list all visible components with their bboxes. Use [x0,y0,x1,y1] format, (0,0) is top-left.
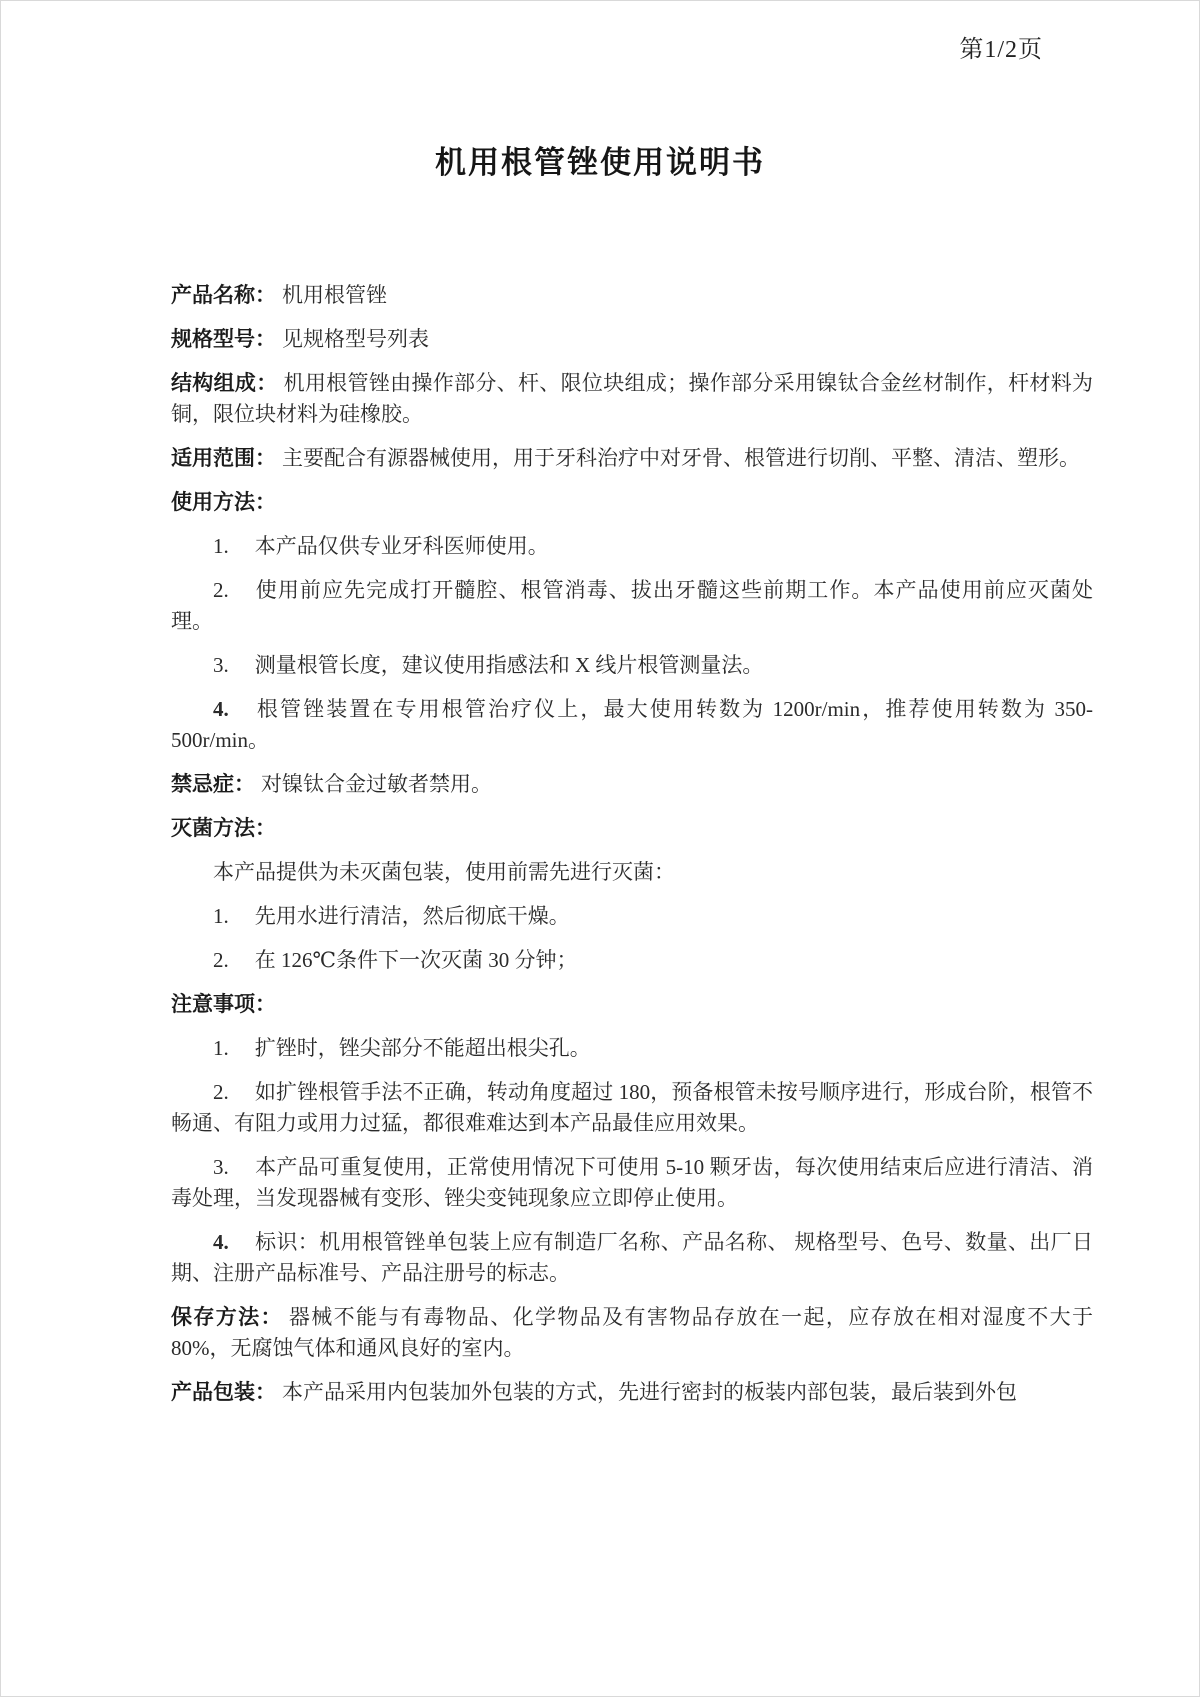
precaution-item-3 [171,1152,1093,1214]
usage-item-4 [171,694,1093,756]
paragraph-text: 先用水进行清洁，然后彻底干燥。 [254,904,570,928]
section-label: 适用范围： [171,446,276,470]
paragraph-text: 本产品采用内包装加外包装的方式，先进行密封的板装内部包装，最后装到外包 [282,1380,1017,1404]
list-item-number: 4. [213,697,229,721]
precaution-item-4 [171,1227,1093,1289]
document-title: 机用根管锉使用说明书 [435,145,765,180]
paragraph-text: 机用根管锉 [282,283,387,307]
page-number: 第1/2页 [959,37,1043,63]
precaution-item-2 [171,1077,1093,1139]
para-product-name [171,280,1093,311]
usage-item-1 [171,531,1093,562]
paragraph-text: 根管锉装置在专用根管治疗仪上，最大使用转数为 1200r/min，推荐使用转数为 350-500r/min。 [171,697,1093,752]
paragraph-text: 本产品仅供专业牙科医师使用。 [254,534,549,558]
list-item-number: 1. [213,1036,229,1060]
para-structure [171,368,1093,430]
list-item-number: 3. [213,1155,229,1179]
paragraph-text: 本产品可重复使用，正常使用情况下可使用 5-10 颗牙齿，每次使用结束后应进行清洁、消毒处理，当发现器械有变形、锉尖变钝现象应立即停止使用。 [171,1155,1093,1210]
sterilization-item-2 [171,945,1093,976]
list-item-number: 2. [213,1080,229,1104]
list-item-number: 4. [213,1230,229,1254]
usage-item-3 [171,650,1093,681]
paragraph-text: 机用根管锉由操作部分、杆、限位块组成；操作部分采用镍钛合金丝材制作，杆材料为铜，限位块材料为硅橡胶。 [171,371,1094,426]
para-scope [171,443,1093,474]
paragraph-text: 标识：机用根管锉单包装上应有制造厂名称、产品名称、 规格型号、色号、数量、出厂日期、注册产品标准号、产品注册号的标志。 [171,1230,1093,1285]
section-label: 产品名称： [171,283,276,307]
heading-sterilization [171,813,1093,844]
paragraph-text: 主要配合有源器械使用，用于牙科治疗中对牙骨、根管进行切削、平整、清洁、塑形。 [282,446,1080,470]
paragraph-text: 使用前应先完成打开髓腔、根管消毒、拔出牙髓这些前期工作。本产品使用前应灭菌处理。 [171,578,1093,633]
precaution-item-1 [171,1033,1093,1064]
para-packaging [171,1377,1093,1408]
document-body [1,280,1199,1408]
paragraph-text: 见规格型号列表 [282,327,429,351]
para-storage [171,1302,1093,1364]
paragraph-text: 扩锉时，锉尖部分不能超出根尖孔。 [254,1036,591,1060]
section-label: 禁忌症： [171,772,255,796]
list-item-number: 1. [213,904,229,928]
paragraph-text: 在 126℃条件下一次灭菌 30 分钟； [254,948,578,972]
section-label: 规格型号： [171,327,276,351]
paragraph-text: 本产品提供为未灭菌包装，使用前需先进行灭菌： [213,860,675,884]
section-label: 产品包装： [171,1380,276,1404]
usage-item-2 [171,575,1093,637]
paragraph-text: 对镍钛合金过敏者禁用。 [261,772,492,796]
section-label: 保存方法： [171,1305,283,1329]
sterilization-item-1 [171,901,1093,932]
para-contraindication [171,769,1093,800]
paragraph-text: 测量根管长度，建议使用指感法和 X 线片根管测量法。 [254,653,764,677]
para-spec-model [171,324,1093,355]
heading-precautions [171,989,1093,1020]
sterilization-intro [171,857,1093,888]
heading-usage [171,487,1093,518]
paragraph-text: 器械不能与有毒物品、化学物品及有害物品存放在一起，应存放在相对湿度不大于 80%，无腐蚀气体和通风良好的室内。 [171,1305,1093,1360]
paragraph-text: 如扩锉根管手法不正确，转动角度超过 180，预备根管未按号顺序进行，形成台阶，根管不畅通、有阻力或用力过猛，都很难难达到本产品最佳应用效果。 [171,1080,1093,1135]
section-label: 结构组成： [171,371,278,395]
section-label: 注意事项： [171,992,276,1016]
list-item-number: 3. [213,653,229,677]
list-item-number: 2. [213,578,229,602]
section-label: 灭菌方法： [171,816,276,840]
list-item-number: 2. [213,948,229,972]
list-item-number: 1. [213,534,229,558]
section-label: 使用方法： [171,490,276,514]
